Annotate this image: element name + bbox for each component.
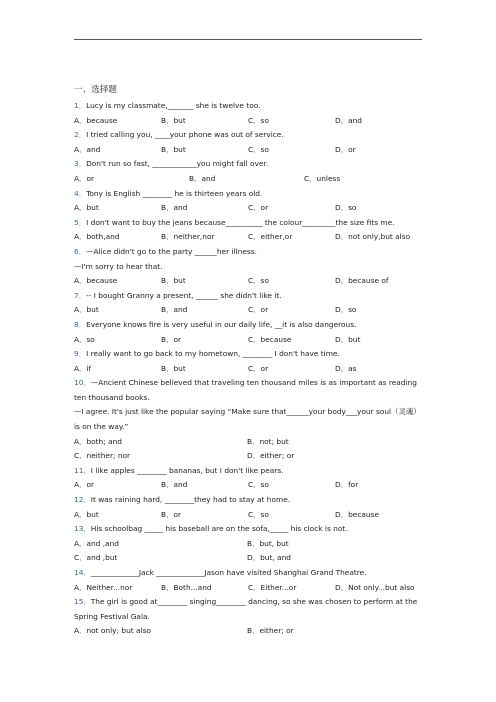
question-number: 9． (74, 349, 87, 359)
question-number: 6． (74, 246, 87, 256)
option-a[interactable]: A．but (74, 509, 99, 519)
options-row (74, 537, 424, 552)
question-number: 12． (74, 495, 91, 505)
question-text: -- I bought Granny a present, ______ she didn't like it. (86, 290, 282, 300)
question-10-response: —I agree. It's just like the popular saying “Make sure that______your body___your soul（灵魂） is on the way.” (74, 407, 421, 432)
option-d[interactable]: D．because (335, 509, 379, 519)
option-c[interactable]: C．unless (304, 173, 341, 183)
option-c[interactable]: C．because (248, 334, 292, 344)
option-a[interactable]: A．not only; but also (74, 626, 151, 636)
option-d[interactable]: D．because of (335, 276, 389, 286)
options-row (74, 581, 424, 596)
question-number: 10． (74, 378, 91, 388)
option-a[interactable]: A．but (74, 203, 99, 213)
option-a[interactable]: A．both,and (74, 232, 120, 242)
question-text: I really want to go back to my hometown, ________ I don't have time. (86, 349, 340, 359)
option-c[interactable]: C．so (248, 276, 269, 286)
option-d[interactable]: D．for (335, 480, 359, 490)
option-d[interactable]: D．not only,but also (335, 232, 411, 242)
question-number: 5． (74, 217, 87, 227)
option-d[interactable]: D．as (335, 363, 357, 373)
question-text: I like apples ________ bananas, but I don't like pears. (90, 465, 284, 475)
option-b[interactable]: B．or (161, 334, 182, 344)
question-text: Everyone knows fire is very useful in our daily life, __it is also dangerous. (86, 319, 357, 329)
option-c[interactable]: C．neither; nor (74, 451, 131, 461)
options-row (74, 435, 424, 450)
options-row (74, 230, 424, 245)
option-b[interactable]: B．and (161, 480, 188, 490)
option-b[interactable]: B．but, but (247, 538, 289, 548)
options-row (74, 624, 424, 639)
option-a[interactable]: A．both; and (74, 436, 122, 446)
option-c[interactable]: C．or (248, 203, 269, 213)
question-2 (74, 128, 424, 143)
option-a[interactable]: A．so (74, 334, 95, 344)
question-text: —Ancient Chinese believed that traveling ten thousand miles is as important as reading ten thousand books. (74, 378, 417, 402)
option-b[interactable]: B．and (161, 305, 188, 315)
option-c[interactable]: C．so (248, 144, 269, 154)
option-a[interactable]: A．because (74, 276, 118, 286)
question-5 (74, 216, 424, 231)
option-c[interactable]: C．so (248, 115, 269, 125)
question-number: 11． (74, 465, 91, 475)
option-d[interactable]: D．but, and (247, 553, 291, 563)
question-text: His schoolbag _____ his baseball are on the sofa,_____ his clock is not. (90, 524, 348, 534)
header-rule (74, 39, 422, 40)
question-text: Don't run so fast, ____________you might fall over. (86, 159, 269, 169)
option-b[interactable]: B．or (161, 509, 182, 519)
options-row (74, 143, 424, 158)
option-b[interactable]: B．either; or (247, 626, 294, 636)
options-row (74, 551, 424, 566)
question-number: 15． (74, 597, 91, 607)
question-text: It was raining hard, ________they had to stay at home. (90, 495, 291, 505)
question-number: 13． (74, 524, 91, 534)
option-a[interactable]: A．Neither...nor (74, 582, 133, 592)
question-4 (74, 187, 424, 202)
document-body (74, 82, 424, 639)
option-d[interactable]: D．so (335, 203, 357, 213)
question-text: I don't want to buy the jeans because__________ the colour_________the size fits me. (86, 217, 395, 227)
question-number: 3． (74, 159, 87, 169)
question-1 (74, 99, 424, 114)
option-d[interactable]: D．so (335, 305, 357, 315)
option-b[interactable]: B．and (161, 203, 188, 213)
option-c[interactable]: C．and ,but (74, 553, 118, 563)
option-b[interactable]: B．neither,nor (161, 232, 215, 242)
question-text: I tried calling you, ____your phone was out of service. (86, 130, 284, 140)
question-15 (74, 595, 424, 624)
question-3 (74, 157, 424, 172)
options-row (74, 172, 424, 187)
question-6-response: —I'm sorry to hear that. (74, 261, 163, 271)
options-row (74, 274, 424, 289)
option-c[interactable]: C．so (248, 509, 269, 519)
option-d[interactable]: D．Not only...but also (335, 582, 415, 592)
options-row (74, 508, 424, 523)
option-a[interactable]: A．if (74, 363, 92, 373)
option-a[interactable]: A．but (74, 305, 99, 315)
option-d[interactable]: D．but (335, 334, 361, 344)
option-c[interactable]: C．either,or (248, 232, 293, 242)
question-11 (74, 464, 424, 479)
option-c[interactable]: C．so (248, 480, 269, 490)
question-14 (74, 566, 424, 581)
option-d[interactable]: D．either; or (247, 451, 295, 461)
question-13 (74, 522, 424, 537)
question-number: 8． (74, 319, 87, 329)
question-number: 1． (74, 101, 87, 110)
options-row (74, 201, 424, 216)
options-row (74, 333, 424, 348)
option-d[interactable]: D．and (335, 115, 362, 125)
option-c[interactable]: C．or (248, 363, 269, 373)
option-a[interactable]: A．and ,and (74, 538, 119, 548)
option-a[interactable]: A．or (74, 480, 95, 490)
option-b[interactable]: B．but (161, 144, 186, 154)
question-text: Tony is English ________ he is thirteen years old. (86, 188, 263, 198)
question-6 (74, 245, 424, 260)
option-b[interactable]: B．but (161, 363, 186, 373)
option-d[interactable]: D．or (335, 144, 356, 154)
option-a[interactable]: A．and (74, 144, 101, 154)
question-7 (74, 289, 424, 304)
option-a[interactable]: A．because (74, 115, 118, 125)
option-b[interactable]: B．and (189, 173, 216, 183)
options-row (74, 449, 424, 464)
option-b[interactable]: B．Both...and (161, 582, 212, 592)
option-c[interactable]: C．or (248, 305, 269, 315)
option-b[interactable]: B．not; but (247, 436, 289, 446)
question-number: 4． (74, 188, 87, 198)
option-c[interactable]: C．Either...or (248, 582, 297, 592)
question-text: Lucy is my classmate,_______ she is twelve too. (86, 101, 261, 110)
question-text: The girl is good at________ singing________ dancing, so she was chosen to perform at the Spring Festival Gala. (74, 597, 418, 621)
question-number: 2． (74, 130, 87, 140)
option-b[interactable]: B．but (161, 276, 186, 286)
section-title: 一、选择题 (74, 85, 117, 95)
option-b[interactable]: B．but (161, 115, 186, 125)
option-a[interactable]: A．or (74, 173, 95, 183)
question-8 (74, 318, 424, 333)
question-number: 7． (74, 290, 87, 300)
options-row (74, 114, 424, 129)
question-12 (74, 493, 424, 508)
question-text: _____________Jack _____________Jason have visited Shanghai Grand Theatre. (90, 568, 367, 577)
question-number: 14． (74, 568, 91, 577)
question-10 (74, 376, 424, 405)
question-9 (74, 347, 424, 362)
options-row (74, 303, 424, 318)
question-text: —Alice didn't go to the party ______her illness. (86, 246, 257, 256)
options-row (74, 478, 424, 493)
options-row (74, 362, 424, 377)
